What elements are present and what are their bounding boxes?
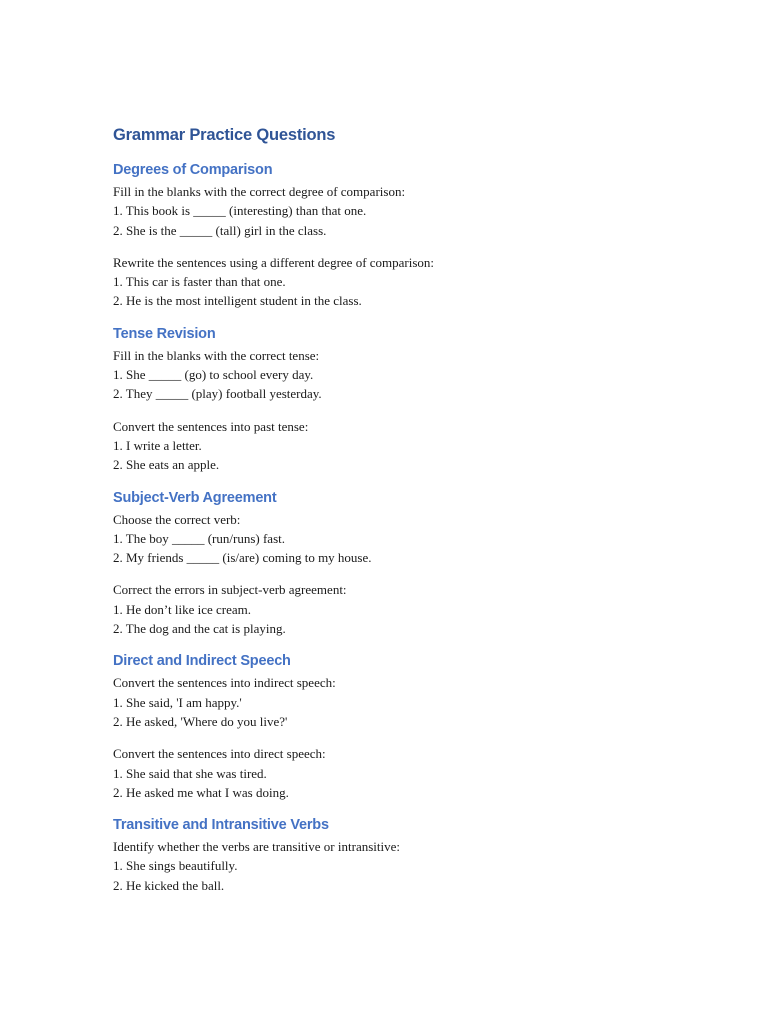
question-block [113,253,673,311]
section-tense-revision [113,324,673,475]
question-item: 1. She said, 'I am happy.' [113,694,242,710]
instruction-text: Fill in the blanks with the correct degree of comparison: [113,184,406,199]
instruction-text: Identify whether the verbs are transitive or intransitive: [113,839,400,855]
instruction-text: Convert the sentences into direct speech: [113,746,326,762]
question-block [113,510,673,568]
instruction-text: Choose the correct verb: [113,511,241,527]
question-block [113,673,673,731]
question-item: 1. The boy _____ (run/runs) fast. [113,530,285,546]
question-block [113,417,673,475]
question-block [113,346,673,404]
question-item: 1. She sings beautifully. [113,858,238,874]
question-item: 1. She said that she was tired. [113,765,267,781]
question-item: 1. I write a letter. [113,437,202,453]
section-transitive-intransitive-verbs [113,815,673,895]
instruction-text: Correct the errors in subject-verb agreement: [113,582,347,598]
question-item: 2. She is the _____ (tall) girl in the class. [113,222,327,238]
section-direct-indirect-speech [113,651,673,802]
question-block [113,744,673,802]
question-item: 1. This car is faster than that one. [113,274,286,290]
question-item: 2. He asked me what I was doing. [113,784,289,800]
document-title: Grammar Practice Questions [113,126,336,144]
question-item: 1. She _____ (go) to school every day. [113,367,314,383]
section-subject-verb-agreement [113,488,673,639]
question-item: 2. The dog and the cat is playing. [113,621,286,637]
question-item: 2. He asked, 'Where do you live?' [113,713,288,729]
document-page [113,124,673,908]
question-item: 1. He don’t like ice cream. [113,601,252,617]
question-item: 2. He is the most intelligent student in the class. [113,293,362,309]
question-block [113,182,673,240]
instruction-text: Convert the sentences into indirect speech: [113,675,336,691]
section-heading: Degrees of Comparison [113,162,273,178]
section-heading: Tense Revision [113,325,216,342]
question-item: 2. My friends _____ (is/are) coming to my house. [113,550,372,566]
instruction-text: Fill in the blanks with the correct tense: [113,347,320,363]
instruction-text: Convert the sentences into past tense: [113,418,309,434]
section-heading: Transitive and Intransitive Verbs [113,817,329,834]
question-item: 2. He kicked the ball. [113,877,225,893]
instruction-text: Rewrite the sentences using a different degree of comparison: [113,254,435,270]
section-heading: Subject-Verb Agreement [113,489,277,506]
question-block [113,837,673,895]
question-item: 1. This book is _____ (interesting) than that one. [113,203,367,219]
section-degrees-of-comparison [113,160,673,311]
question-block [113,580,673,638]
question-item: 2. She eats an apple. [113,457,220,473]
section-heading: Direct and Indirect Speech [113,653,291,670]
question-item: 2. They _____ (play) football yesterday. [113,386,322,402]
